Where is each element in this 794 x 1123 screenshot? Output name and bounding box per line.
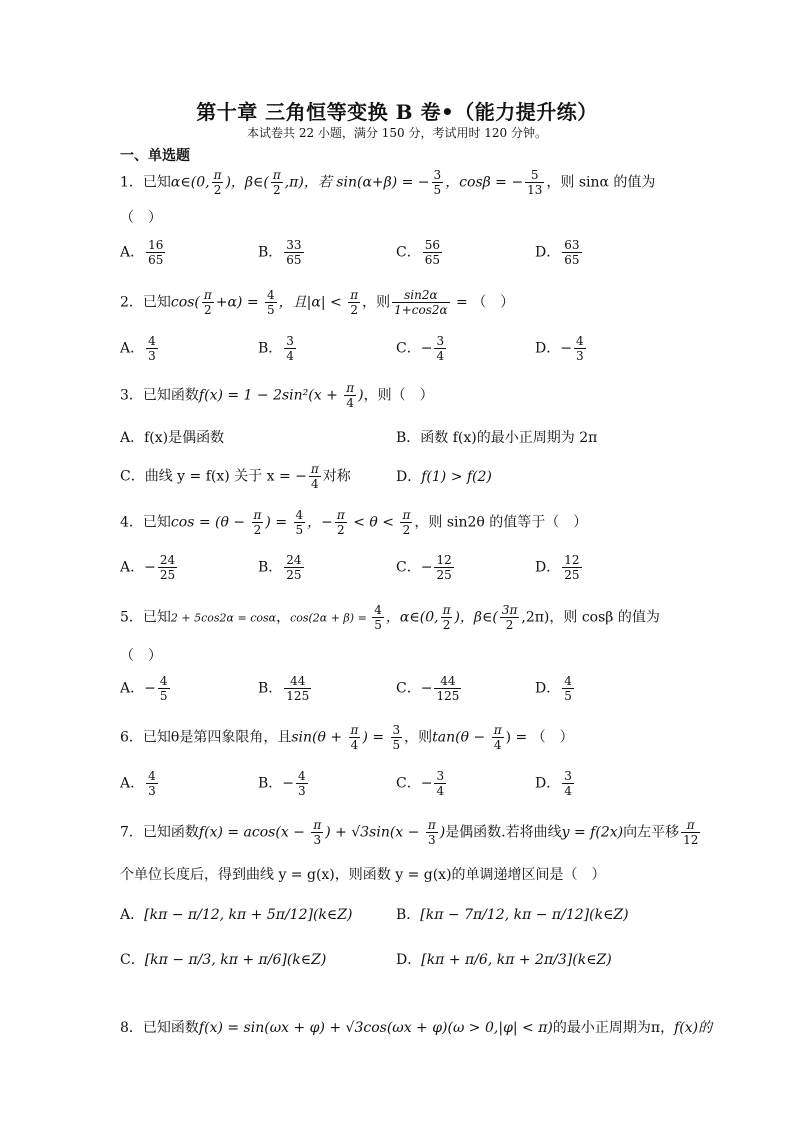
q3-option-b[interactable]: B．函数 f(x)的最小正周期为 2π [396,430,598,446]
question-2-stem: 2．已知cos( $\frac{\pi}{2}$ +α) = $\frac{4}{5}$ ，且|α| < $\frac{\pi}{2}$ ，则 $\frac{\sin 2\alpha}{1+\cos 2\alpha}$ = （ ） [120,288,515,317]
q2-option-c[interactable]: C．− $\frac{3}{4}$ [396,334,445,363]
q1-option-b[interactable]: B． $\frac{33}{65}$ [258,238,302,267]
question-7-stem-cont: 个单位长度后，得到曲线 y = g(x)，则函数 y = g(x)的单调递增区间是（ ） [120,867,606,883]
q1-option-c[interactable]: C． $\frac{56}{65}$ [396,238,440,267]
q3-option-d[interactable]: D．f(1) > f(2) [396,469,492,485]
q4-option-d[interactable]: D． $\frac{12}{25}$ [535,553,580,582]
q5-option-b[interactable]: B． $\frac{44}{125}$ [258,674,310,703]
question-1-stem: 1．已知α∈(0, $\frac{\pi}{2}$ )，β∈( $\frac{\pi}{2}$ ,π)，若 sin(α+β) = − $\frac{3}{5}$ ，cosβ = − $\frac{5}{13}$ ，则 sinα 的值为 [120,168,656,197]
q5-option-c[interactable]: C．− $\frac{44}{125}$ [396,674,460,703]
q6-option-c[interactable]: C．− $\frac{3}{4}$ [396,769,445,798]
question-1-stem-cont: （ ） [120,210,162,226]
q3-option-c[interactable]: C．曲线 y = f(x) 关于 x = − $\frac{\pi}{4}$ 对称 [120,462,351,491]
q7-option-a[interactable]: A．[kπ − π/12, kπ + 5π/12](k∈Z) [120,907,353,923]
q2-option-b[interactable]: B． $\frac{3}{4}$ [258,334,294,363]
q5-option-a[interactable]: A．− $\frac{4}{5}$ [120,674,168,703]
exam-instructions: 本试卷共 22 小题，满分 150 分，考试用时 120 分钟。 [247,126,547,140]
question-6-stem: 6．已知θ是第四象限角，且sin(θ + $\frac{\pi}{4}$ ) = $\frac{3}{5}$ ，则tan(θ − $\frac{\pi}{4}$ ) = （ ） [120,723,574,752]
question-3-stem: 3．已知函数f(x) = 1 − 2sin²(x + $\frac{\pi}{4}$ )，则（ ） [120,381,434,410]
q1-option-a[interactable]: A． $\frac{16}{65}$ [120,238,164,267]
question-5-stem-cont: （ ） [120,648,162,664]
q4-option-a[interactable]: A．− $\frac{24}{25}$ [120,553,176,582]
q3-option-a[interactable]: A．f(x)是偶函数 [120,430,225,446]
q6-option-d[interactable]: D． $\frac{3}{4}$ [535,769,572,798]
q4-option-c[interactable]: C．− $\frac{12}{25}$ [396,553,452,582]
q1-option-d[interactable]: D． $\frac{63}{65}$ [535,238,580,267]
question-4-stem: 4．已知cos = (θ − $\frac{\pi}{2}$ ) = $\frac{4}{5}$ ，− $\frac{\pi}{2}$ < θ < $\frac{\pi}{2}$ ，则 sin2θ 的值等于（ ） [120,508,588,537]
q7-option-c[interactable]: C．[kπ − π/3, kπ + π/6](k∈Z) [120,952,327,968]
q2-option-d[interactable]: D．− $\frac{4}{3}$ [535,334,584,363]
q7-option-d[interactable]: D．[kπ + π/6, kπ + 2π/3](k∈Z) [396,952,612,968]
q6-option-b[interactable]: B．− $\frac{4}{3}$ [258,769,306,798]
question-5-stem: 5．已知2 + 5cos2α = cosα，cos(2α + β) = $\frac{4}{5}$ ，α∈(0, $\frac{\pi}{2}$ )，β∈( $\frac{3\pi}{2}$ ,2π)，则 cosβ 的值为 [120,603,660,632]
section-heading: 一、单选题 [120,148,190,164]
q2-option-a[interactable]: A． $\frac{4}{3}$ [120,334,156,363]
question-7-stem: 7．已知函数f(x) = acos(x − $\frac{\pi}{3}$ ) + √3sin(x − $\frac{\pi}{3}$ )是偶函数.若将曲线y = f(2x)向左平移 $\frac{\pi}{12}$ [120,818,699,847]
q4-option-b[interactable]: B． $\frac{24}{25}$ [258,553,302,582]
page-title: 第十章 三角恒等变换 B 卷•（能力提升练） [196,100,598,124]
q6-option-a[interactable]: A． $\frac{4}{3}$ [120,769,156,798]
q5-option-d[interactable]: D． $\frac{4}{5}$ [535,674,572,703]
q7-option-b[interactable]: B．[kπ − 7π/12, kπ − π/12](k∈Z) [396,907,629,923]
question-8-stem: 8．已知函数f(x) = sin(ωx + φ) + √3cos(ωx + φ)(ω > 0,|φ| < π)的最小正周期为π，f(x)的 [120,1020,713,1036]
